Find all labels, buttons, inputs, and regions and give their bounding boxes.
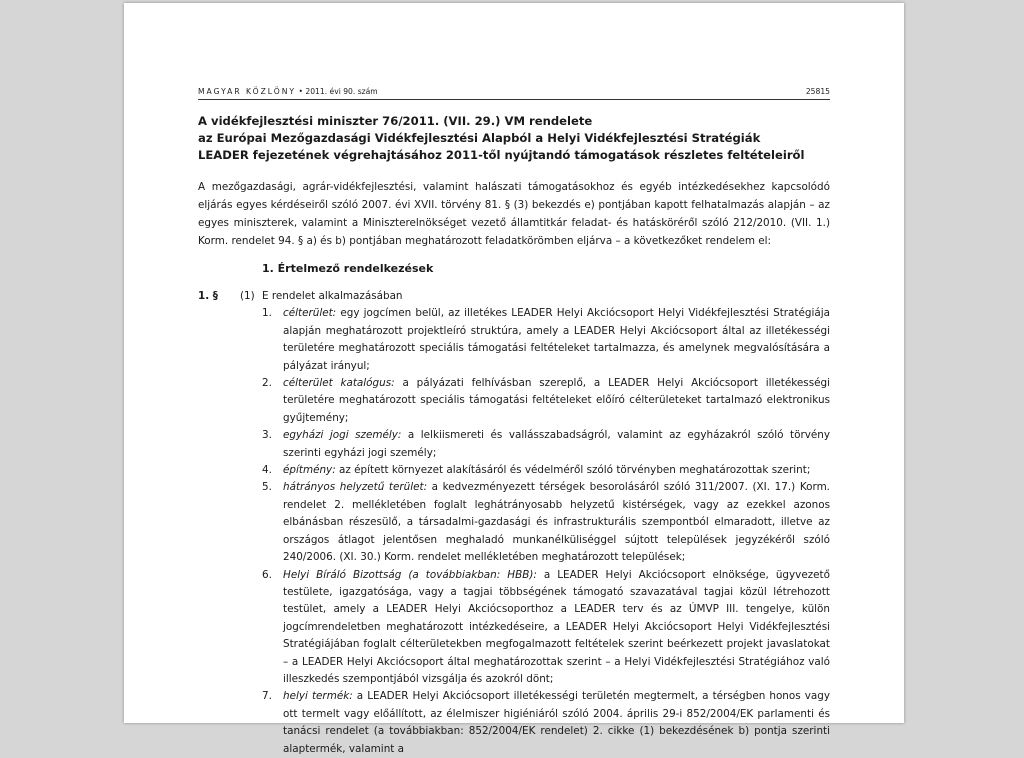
defined-term: helyi termék: [283,690,353,703]
decree-title [198,113,830,164]
defined-term: célterület katalógus: [283,377,395,390]
document-page [124,3,904,755]
item-number: 3. [262,429,272,442]
paragraph-number: 1. § [198,290,218,302]
item-number: 4. [262,464,272,477]
definition-text: a LEADER Helyi Akciócsoport illetékességi területén megtermelt, a térségben honos vagy ott termelt vagy előállított, az élelmiszer higiéniáról szóló 2004. április 29-i 852/2004/EK parlamenti és tanácsi rendelet (a továbbiakban: 852/2004/EK rendelet) 2. cikke (1) bekezdésének b) pontja szerinti alaptermék, valamint a [283,690,830,755]
title-line-3: LEADER fejezetének végrehajtásához 2011-től nyújtandó támogatások részletes feltételeiről [198,148,805,162]
definition-text: a lelkiismereti és vallásszabadságról, valamint az egyházakról szóló törvény szerinti egyházi jogi személy; [283,429,830,459]
definition-item [262,567,830,689]
definitions-list [198,305,830,758]
defined-term: egyházi jogi személy: [283,429,402,442]
definition-text: a pályázati felhívásban szereplő, a LEADER Helyi Akciócsoport illetékességi területére meghatározott speciális támogatási feltételeket előíró célterületeket tartalmazó elektronikus gyűjtemény; [283,377,830,424]
subsection-number: (1) [240,290,255,302]
header-bullet: • [296,87,306,96]
defined-term: Helyi Bíráló Bizottság (a továbbiakban: HBB): [283,568,537,581]
definition-item [262,427,830,462]
title-line-2: az Európai Mezőgazdasági Vidékfejlesztési Alapból a Helyi Vidékfejlesztési Stratégiák [198,131,761,145]
definition-item [262,375,830,427]
definition-text: az épített környezet alakításáról és védelméről szóló törvényben meghatározottak szerint; [335,464,811,477]
preamble: A mezőgazdasági, agrár-vidékfejlesztési, valamint halászati támogatásokhoz és egyéb intézkedésekhez kapcsolódó eljárás egyes kérdéseiről szóló 2007. évi XVII. törvény 81. § (3) bekezdés e) pontjában kapott felhatalmazás alapján – az egyes miniszterek, valamint a Miniszterelnökséget vezető államtitkár feladat- és hatásköréről szóló 212/2010. (VII. 1.) Korm. rendelet 94. § a) és b) pontjában meghatározott feladatkörömben eljárva – a következőket rendelem el: [198,181,830,247]
definition-text: egy jogcímen belül, az illetékes LEADER Helyi Akciócsoport Helyi Vidékfejlesztési Stratégiája alapján meghatározott projektleíró struktúra, amely a LEADER Helyi Akciócsoport által az illetékességi területére meghatározott speciális támogatási feltételeket tartalmazza, és amelynek megvalósítására a pályázat irányul; [283,307,830,372]
definition-item [262,462,830,479]
page-number: 25815 [805,87,830,96]
running-header [198,87,830,100]
section-heading: 1. Értelmező rendelkezések [262,262,434,275]
defined-term: építmény: [283,464,336,477]
item-number: 1. [262,307,272,320]
definition-text: a LEADER Helyi Akciócsoport elnöksége, ügyvezető testülete, igazgatósága, vagy a tagjai többségének támogató szavazatával tagjai közül létrehozott testület, amely a LEADER Helyi Akciócsoporthoz a LEADER terv és az ÚMVP III. tengelye, külön jogcímrendeletben meghatározott intézkedéseire, a LEADER Helyi Akciócsoport Helyi Vidékfejlesztési Stratégiájában foglalt célterületekben megfogalmazott feltételek szerint beérkezett projekt javaslatokat – a LEADER Helyi Akciócsoport által meghatározottak szerint – a Helyi Vidékfejlesztési Stratégiához való illeszkedés szempontjából vizsgálja és azokról dönt; [283,568,830,685]
definition-item [262,305,830,375]
item-number: 6. [262,568,272,581]
defined-term: célterület: [283,307,337,320]
item-number: 5. [262,481,272,494]
page-content [198,87,830,758]
title-line-1: A vidékfejlesztési miniszter 76/2011. (VII. 29.) VM rendelete [198,114,593,128]
item-number: 7. [262,690,272,703]
paragraph-intro: E rendelet alkalmazásában [262,290,403,302]
defined-term: hátrányos helyzetű terület: [283,481,428,494]
definition-text: a kedvezményezett térségek besorolásáról szóló 311/2007. (XI. 17.) Korm. rendelet 2. mellékletében foglalt leghátrányosabb helyzetű kistérségek, vagy az ezekkel azonos elbánásban részesülő, a társadalmi-gazdasági és infrastrukturális szempontból elmaradott, illetve az országos átlagot jelentősen meghaladó munkanélküliséggel sújtott települések jegyzékéről szóló 240/2006. (XI. 30.) Korm. rendelet mellékletében meghatározott települések; [283,481,830,564]
publication-name: MAGYAR KÖZLÖNY [198,87,297,96]
issue-number: 2011. évi 90. szám [305,87,378,96]
definition-item [262,479,830,566]
paragraph-1 [198,288,830,758]
definition-item [262,688,830,758]
item-number: 2. [262,377,272,390]
header-left [198,87,378,96]
